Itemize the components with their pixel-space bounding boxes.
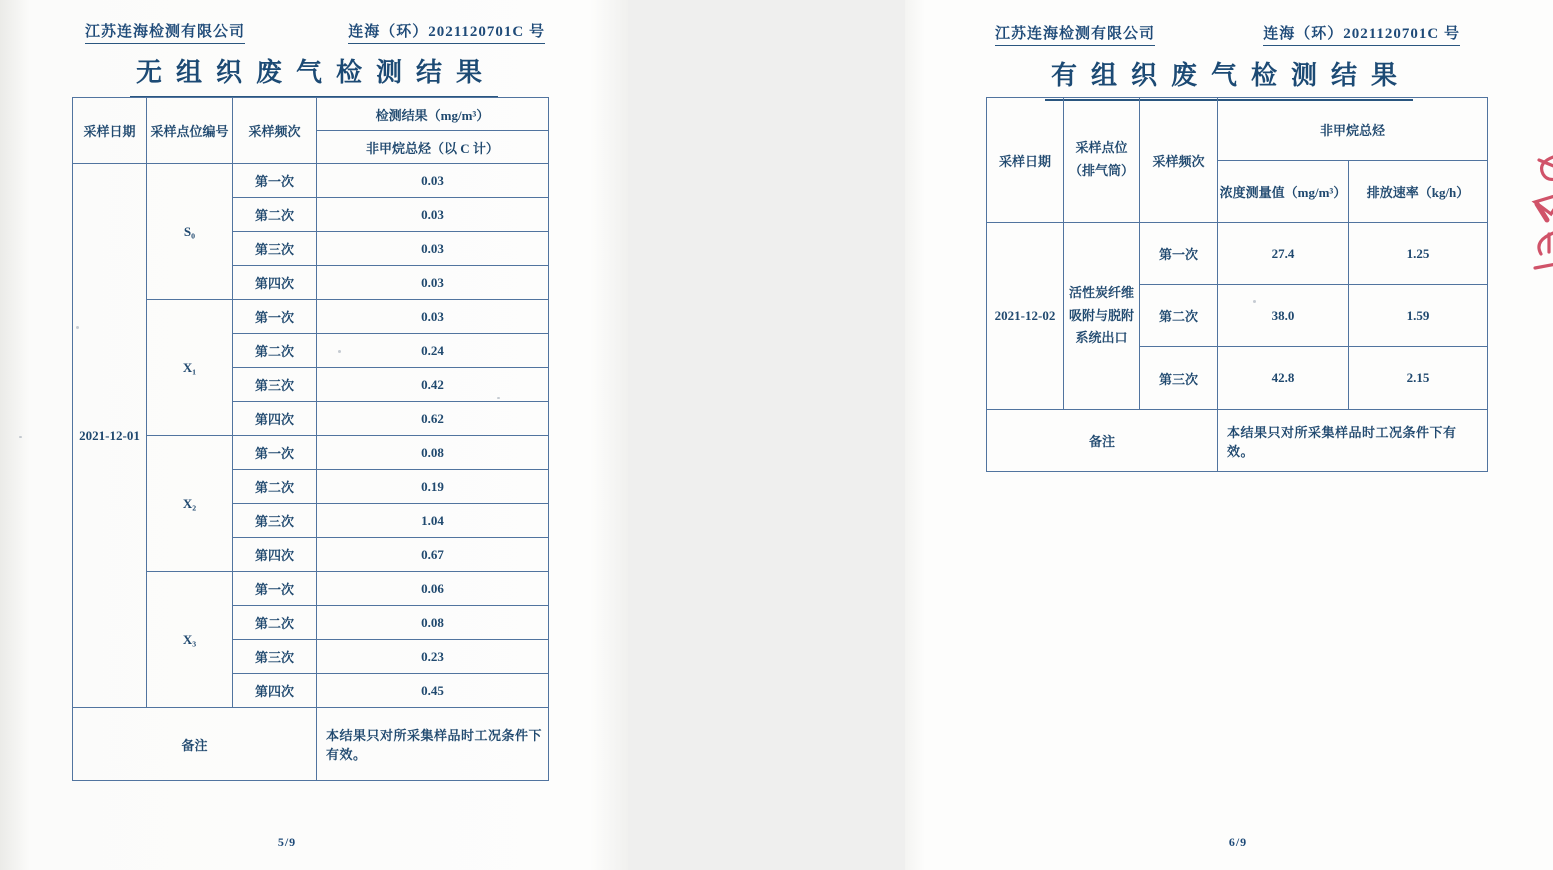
cell-point-x1: X₁ [147,300,233,436]
point-line: 系统出口 [1075,330,1128,346]
cell-value: 0.45 [317,674,549,708]
cell-value: 0.62 [317,402,549,436]
scan-speck [497,397,500,399]
cell-freq: 第二次 [233,606,317,640]
cell-value: 1.04 [317,504,549,538]
report-number: 连海（环）2021120701C 号 [1263,22,1460,46]
page-number: 6/9 [1228,835,1248,849]
report-number: 连海（环）2021120701C 号 [348,20,545,44]
table-header-row [73,98,549,131]
table-row [987,223,1488,285]
header-point: 采样点位编号 [147,98,233,164]
cell-freq: 第三次 [233,504,317,538]
cell-point-x2: X₂ [147,436,233,572]
table-header-row [987,98,1488,161]
cell-concentration: 42.8 [1218,347,1349,410]
cell-freq: 第一次 [233,164,317,198]
header-freq: 采样频次 [1140,98,1218,223]
red-stamp-fragment [1527,150,1553,280]
cell-freq: 第三次 [233,368,317,402]
cell-freq: 第一次 [233,572,317,606]
cell-freq: 第二次 [233,198,317,232]
cell-freq: 第二次 [1140,285,1218,347]
header-analyte: 非甲烷总烃 [1218,98,1488,161]
cell-concentration: 27.4 [1218,223,1349,285]
header-rate: 排放速率（kg/h） [1349,161,1488,223]
page-title: 无组织废气检测结果 [130,52,498,98]
title-wrap [905,55,1553,101]
point-line: 吸附与脱附 [1068,307,1134,323]
header-result: 检测结果（mg/m³） [317,98,549,131]
remark-text: 本结果只对所采集样品时工况条件下有效。 [317,708,549,781]
cell-freq: 第二次 [233,334,317,368]
cell-value: 0.24 [317,334,549,368]
cell-freq: 第二次 [233,470,317,504]
table-row [73,164,549,198]
remark-row [987,410,1488,472]
cell-value: 0.03 [317,300,549,334]
cell-sample-date: 2021-12-02 [987,223,1064,410]
cell-rate: 2.15 [1349,347,1488,410]
company-name: 江苏连海检测有限公司 [85,20,245,44]
header-point-line2: （排气筒） [1068,163,1134,178]
cell-freq: 第四次 [233,674,317,708]
cell-freq: 第一次 [233,300,317,334]
cell-value: 0.23 [317,640,549,674]
cell-value: 0.67 [317,538,549,572]
cell-rate: 1.25 [1349,223,1488,285]
header-point-line1: 采样点位 [1075,140,1128,156]
header-point [1064,98,1140,223]
cell-freq: 第三次 [233,232,317,266]
page-title: 有组织废气检测结果 [1045,55,1413,101]
left-page [0,0,628,870]
unorganized-gas-table [72,97,549,781]
cell-freq: 第四次 [233,266,317,300]
cell-value: 0.03 [317,266,549,300]
right-page [905,0,1553,870]
scan-speck [76,326,79,329]
title-wrap [0,52,628,98]
cell-freq: 第三次 [1140,347,1218,410]
cell-concentration: 38.0 [1218,285,1349,347]
scan-speck [19,436,22,438]
cell-point-x3: X₃ [147,572,233,708]
cell-point-s0: S₀ [147,164,233,300]
cell-value: 0.06 [317,572,549,606]
cell-rate: 1.59 [1349,285,1488,347]
cell-value: 0.03 [317,164,549,198]
header-analyte: 非甲烷总烃（以 C 计） [317,131,549,164]
remark-text: 本结果只对所采集样品时工况条件下有效。 [1218,410,1488,472]
cell-sample-point [1064,223,1140,410]
cell-freq: 第四次 [233,402,317,436]
header-date: 采样日期 [987,98,1064,223]
scan-speck [1253,300,1256,303]
cell-freq: 第四次 [233,538,317,572]
cell-value: 0.08 [317,606,549,640]
organized-gas-table [986,97,1488,472]
cell-value: 0.19 [317,470,549,504]
company-name: 江苏连海检测有限公司 [995,22,1155,46]
cell-value: 0.42 [317,368,549,402]
remark-label: 备注 [987,410,1218,472]
header-freq: 采样频次 [233,98,317,164]
cell-sample-date: 2021-12-01 [73,164,147,708]
page-number: 5/9 [277,835,297,849]
header-date: 采样日期 [73,98,147,164]
cell-value: 0.03 [317,198,549,232]
scan-speck [338,350,341,353]
cell-freq: 第一次 [233,436,317,470]
header-concentration: 浓度测量值（mg/m³） [1218,161,1349,223]
remark-label: 备注 [73,708,317,781]
cell-freq: 第三次 [233,640,317,674]
cell-value: 0.03 [317,232,549,266]
point-line: 活性炭纤维 [1068,284,1134,300]
cell-value: 0.08 [317,436,549,470]
cell-freq: 第一次 [1140,223,1218,285]
remark-row [73,708,549,781]
